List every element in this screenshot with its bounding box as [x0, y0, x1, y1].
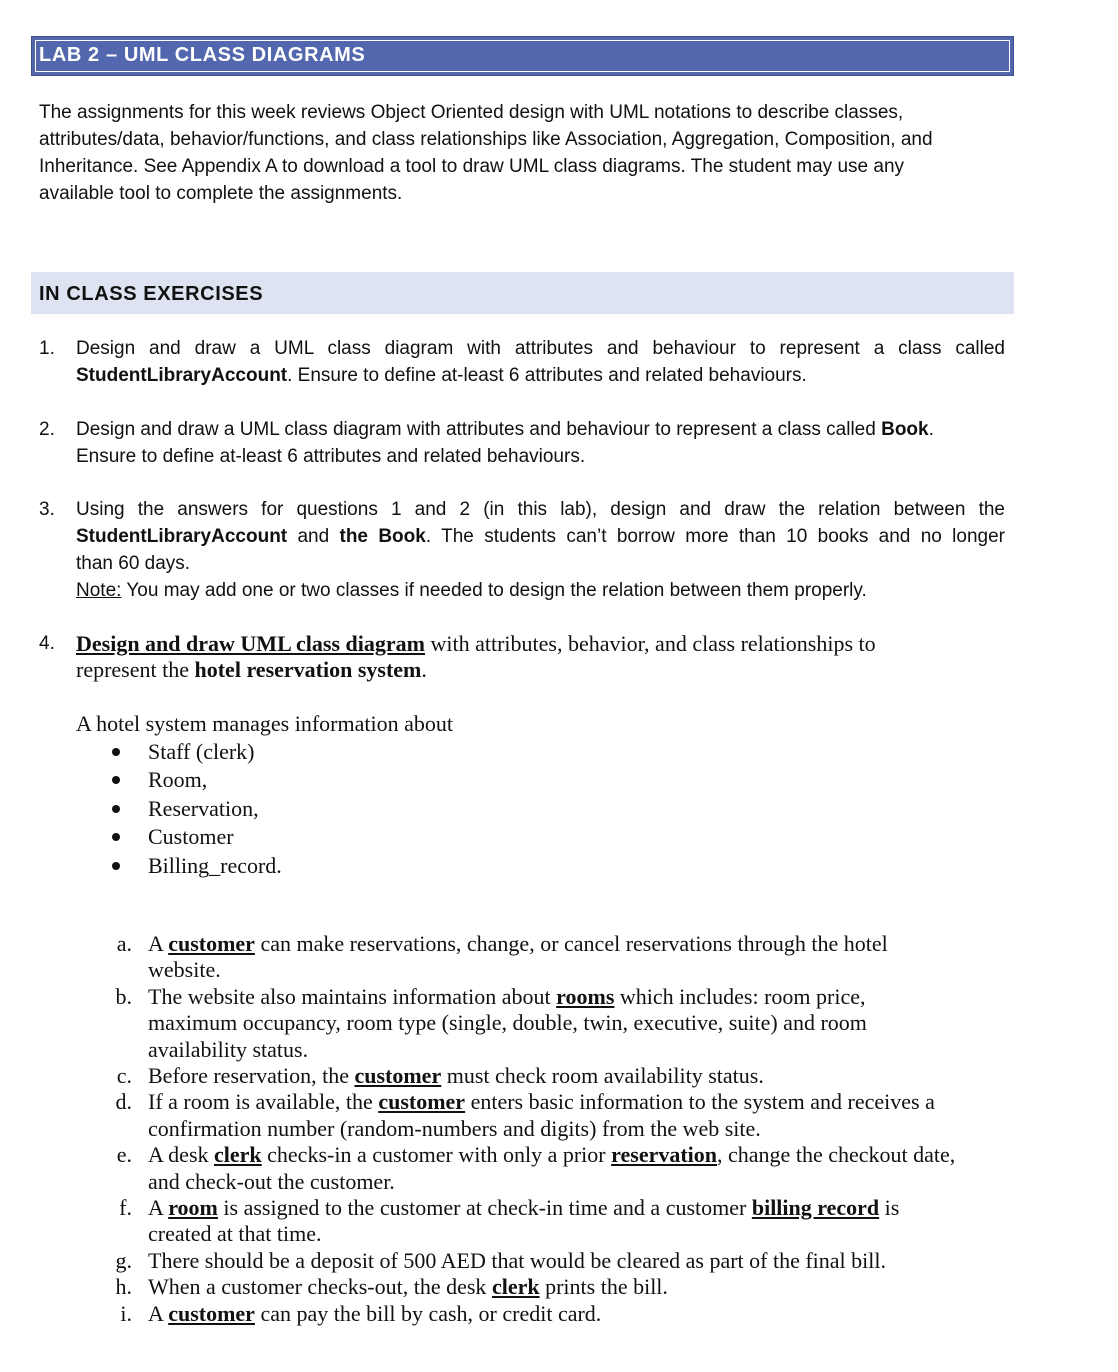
item-letter: g.	[115, 1247, 132, 1273]
q3-line-2	[76, 523, 1005, 550]
req-text: There should be a deposit of 500 AED that would be cleared as part of the final bill.	[148, 1247, 887, 1273]
req-text: checks-in a customer with only a prior	[261, 1142, 612, 1168]
q3-text: . The students can’t borrow more than 10 books and no longer	[425, 526, 1005, 547]
title-bar	[31, 36, 1014, 76]
req-text: prints the bill.	[539, 1274, 668, 1300]
q1-line-1: Design and draw a UML class diagram with attributes and behaviour to represent a class called	[76, 338, 1005, 359]
q3-note	[76, 577, 1005, 604]
requirements-list	[108, 931, 1008, 1327]
item-letter: i.	[120, 1300, 132, 1326]
req-text: When a customer checks-out, the desk	[148, 1274, 492, 1300]
section-title: IN CLASS EXERCISES	[39, 283, 264, 305]
question-1	[39, 335, 1005, 389]
question-2	[39, 416, 1005, 470]
intro-line: available tool to complete the assignments.	[39, 183, 403, 204]
req-text: can pay the bill by cash, or credit card.	[254, 1300, 602, 1326]
req-keyword: clerk	[491, 1274, 540, 1300]
intro-line: Inheritance. See Appendix A to download a tool to draw UML class diagrams. The student may use any	[39, 156, 905, 177]
requirement-h	[108, 1274, 1008, 1300]
entity-name: Reservation,	[148, 795, 259, 821]
bullet-icon	[112, 862, 120, 870]
req-text: website.	[148, 957, 221, 983]
req-keyword: rooms	[556, 983, 615, 1009]
item-letter: e.	[116, 1142, 132, 1168]
req-text: , change the checkout date,	[717, 1142, 956, 1168]
question-number: 1.	[39, 338, 55, 359]
q4-text: represent the	[76, 657, 195, 682]
section-header	[31, 272, 1014, 314]
bullet-icon	[112, 805, 120, 813]
system-name: hotel reservation system	[194, 657, 422, 682]
requirement-i	[108, 1301, 1008, 1327]
item-letter: d.	[115, 1089, 132, 1115]
bullet-icon	[112, 748, 120, 756]
requirement-e	[108, 1142, 1008, 1195]
item-letter: f.	[119, 1195, 132, 1221]
req-text: maximum occupancy, room type (single, double, twin, executive, suite) and room	[148, 1010, 867, 1036]
req-keyword: customer	[168, 931, 255, 956]
entity-name: Staff (clerk)	[148, 739, 255, 764]
req-text: which includes: room price,	[614, 983, 866, 1009]
requirement-f	[108, 1195, 1008, 1248]
q3-line-1: Using the answers for questions 1 and 2 (in this lab), design and draw the relation between the	[76, 499, 1005, 520]
question-number: 4.	[39, 633, 55, 654]
item-letter: b.	[115, 983, 132, 1009]
q4-emphasis: Design and draw UML class diagram	[76, 631, 425, 656]
req-text: is	[879, 1195, 900, 1221]
bullet-icon	[112, 776, 120, 784]
q3-line-3: than 60 days.	[76, 553, 191, 574]
entity-name: Customer	[148, 824, 234, 850]
req-text: is assigned to the customer at check-in time and a customer	[217, 1195, 752, 1221]
hotel-intro: A hotel system manages information about	[76, 711, 453, 736]
q2-text: Design and draw a UML class diagram with attributes and behaviour to represent a class called	[76, 419, 882, 440]
req-text: If a room is available, the	[148, 1089, 379, 1115]
item-letter: h.	[115, 1274, 132, 1300]
question-3	[39, 496, 1005, 604]
question-number: 3.	[39, 499, 55, 520]
q1-line-2	[76, 362, 1005, 389]
item-letter: a.	[116, 931, 132, 956]
req-keyword: room	[168, 1195, 218, 1221]
q1-text: . Ensure to define at-least 6 attributes and related behaviours.	[287, 365, 807, 386]
class-name: StudentLibraryAccount	[76, 526, 288, 547]
class-name: StudentLibraryAccount	[76, 365, 288, 386]
q2-line-2: Ensure to define at-least 6 attributes and related behaviours.	[76, 446, 586, 467]
req-keyword: reservation	[611, 1142, 718, 1168]
intro-line: The assignments for this week reviews Object Oriented design with UML notations to describe classes,	[39, 102, 904, 123]
req-keyword: clerk	[214, 1142, 262, 1168]
q2-line-1	[76, 416, 1005, 443]
note-label: Note:	[76, 580, 122, 601]
req-keyword: customer	[168, 1300, 255, 1326]
class-name: Book	[881, 419, 929, 440]
req-text: The website also maintains information about	[148, 983, 557, 1009]
requirement-d	[108, 1089, 1008, 1142]
entity-name: Room,	[148, 767, 208, 793]
question-4	[39, 631, 1005, 683]
req-text: A	[148, 1300, 169, 1326]
req-text: A	[148, 931, 169, 956]
q3-text: and	[287, 526, 340, 547]
req-text: created at that time.	[148, 1221, 322, 1247]
req-text: enters basic information to the system and receives a	[465, 1089, 935, 1115]
q4-text: with attributes, behavior, and class relationships to	[424, 631, 876, 656]
requirement-g	[108, 1248, 1008, 1274]
entity-name: Billing_record.	[148, 852, 282, 878]
q4-line-1	[76, 631, 1005, 657]
page-title: LAB 2 – UML CLASS DIAGRAMS	[39, 44, 366, 66]
req-text: availability status.	[148, 1036, 309, 1062]
requirement-b	[108, 984, 1008, 1063]
req-text: A desk	[148, 1142, 214, 1168]
q4-line-2	[76, 657, 1005, 683]
req-text: can make reservations, change, or cancel reservations through the hotel	[254, 931, 888, 956]
req-keyword: customer	[354, 1063, 442, 1089]
req-text: A	[148, 1195, 169, 1221]
class-name: the Book	[339, 526, 426, 547]
q4-period: .	[421, 657, 427, 682]
q2-period: .	[928, 419, 934, 440]
req-keyword: customer	[378, 1089, 466, 1115]
req-text: must check room availability status.	[441, 1063, 764, 1089]
req-keyword: billing record	[751, 1195, 880, 1221]
req-text: confirmation number (random-numbers and digits) from the web site.	[148, 1115, 761, 1141]
question-number: 2.	[39, 419, 55, 440]
req-text: and check-out the customer.	[148, 1168, 395, 1194]
bullet-icon	[112, 833, 120, 841]
intro-paragraph	[39, 99, 1005, 207]
item-letter: c.	[116, 1063, 132, 1089]
requirement-a	[108, 931, 1008, 984]
req-text: Before reservation, the	[148, 1063, 355, 1089]
note-text: You may add one or two classes if needed to design the relation between them properly.	[121, 580, 867, 601]
intro-line: attributes/data, behavior/functions, and class relationships like Association, Aggregation, Composition, and	[39, 129, 933, 150]
requirement-c	[108, 1063, 1008, 1089]
